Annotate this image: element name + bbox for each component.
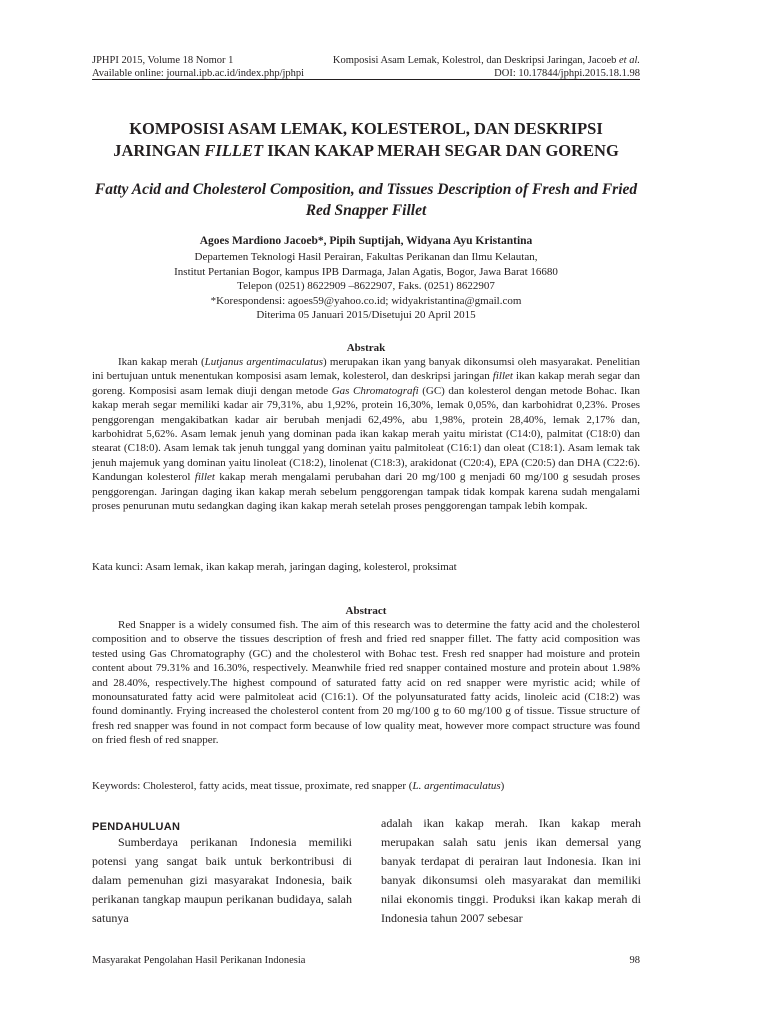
abstract-heading: Abstract	[345, 605, 387, 617]
title-id-line1: KOMPOSISI ASAM LEMAK, KOLESTEROL, DAN DESKRIPSI	[129, 119, 603, 138]
title-english: Fatty Acid and Cholesterol Composition, and Tissues Description of Fresh and Fried Red Snapper Fillet	[94, 181, 638, 219]
abstrak-fillet: fillet	[492, 370, 513, 383]
abstract-paragraph: Red Snapper is a widely consumed fish. The aim of this research was to determine the fatty acid and the cholesterol composition and to observe the tissues description of fresh and fried red snapper fillet. The fatty acid composition was tested using Gas Chromatography (GC) and the cholesterol with Bohac test. Fresh red snapper had moisture and protein content about 79.31% and 16.30%, respectively. Meanwhile fried red snapper contained mosture and protein about 1.98% and 28.40%, respectively.The highest compound of saturated fatty acid on red snapper were myristic acid; while of monounsaturated fatty acid were palmitoleat acid (C16:1). Of the polyunsaturated fatty acids, linoleic acid (C18:2) was found dominantly. Frying increased the cholesterol content from 20 mg/100 g to 60 mg/100 g of tissue. Tissue structure of fresh red snapper was found in not compact form because of low quality meat, however more compact structure was found on fried flesh of red snapper.	[92, 619, 640, 747]
running-title-text: Komposisi Asam Lemak, Kolestrol, dan Deskripsi Jaringan, Jacoeb	[332, 55, 619, 66]
body-left-column	[92, 833, 352, 928]
footer-journal: Masyarakat Pengolahan Hasil Perikanan Indonesia	[92, 955, 306, 966]
authors: Agoes Mardiono Jacoeb*, Pipih Suptijah, Widyana Ayu Kristantina	[199, 235, 533, 247]
abstrak-text: (GC) dan kolesterol dengan metode Bohac. Ikan kakap merah segar memiliki kadar air 79,31%, abu 1,92%, protein 16,30%, lemak 0,05%, dan karbohidrat 0,23%. Proses penggorengan mengakibatkan kadar air berubah menjadi 62,49%, abu 1,98%, protein 28,40%, lemak 2,17% dan, karbohidrat 5,62%. Asam lemak jenuh yang dominan pada ikan kakap merah yaitu miristat (C14:0), palmitat (C18:0) dan stearat (C18:0). Asam lemak tak jenuh tunggal yang dominan yaitu palmitoleat (C16:1) dan oleat (C18:1). Asam lemak tak jenuh majemuk yang dominan yaitu linoleat (C18:2), linolenat (C18:3), arakidonat (C20:4), EPA (C20:5) dan DHA (C22:6). Kandungan kolesterol	[92, 384, 641, 484]
abstrak-paragraph	[92, 355, 640, 513]
title-id-line2	[92, 140, 640, 162]
running-title	[333, 54, 640, 67]
abstrak-text: kakap merah mengalami perubahan dari 20 mg/100 g menjadi 60 mg/100 g sesudah proses penggorengan. Jaringan daging ikan kakap merah sebelum penggorengan tampak tidak kompak karena sudah mengalami proses penurunan mutu sedangkan daging ikan kakap merah setelah proses penggorengan tampak lebih kompak.	[92, 471, 640, 513]
title-indonesian	[92, 118, 640, 162]
running-title-etal: et al.	[619, 55, 640, 66]
abstrak-text: ikan kakap merah segar dan goreng. Komposisi asam lemak diuji dengan metode	[92, 370, 640, 397]
section-heading-pendahuluan: PENDAHULUAN	[92, 821, 181, 833]
abstract-body	[92, 618, 640, 748]
affiliation-dates: Diterima 05 Januari 2015/Disetujui 20 April 2015	[256, 309, 476, 322]
available-online: Available online: journal.ipb.ac.id/index.php/jphpi	[92, 68, 305, 79]
title-id-fillet: FILLET	[204, 141, 264, 160]
affiliation-correspondence: *Korespondensi: agoes59@yahoo.co.id; widyakristantina@gmail.com	[210, 294, 522, 307]
body-right-column	[381, 814, 641, 928]
abstrak-heading: Abstrak	[346, 342, 386, 354]
body-paragraph: adalah ikan kakap merah. Ikan kakap merah merupakan salah satu jenis ikan demersal yang banyak terdapat di perairan laut Indonesia. Ikan ini banyak dikonsumsi oleh masyarakat dan memiliki nilai ekonomis tinggi. Produksi ikan kakap merah di Indonesia tahun 2007 sebesar	[381, 816, 641, 925]
keywords-close: )	[500, 780, 505, 792]
affiliation-phone: Telepon (0251) 8622909 –8622907, Faks. (0251) 8622907	[237, 280, 495, 293]
keywords-text: Keywords: Cholesterol, fatty acids, meat tissue, proximate, red snapper (	[92, 780, 413, 792]
abstrak-method: Gas Chromatografi	[331, 384, 419, 397]
doi: DOI: 10.17844/jphpi.2015.18.1.98	[494, 68, 640, 79]
abstrak-species: Lutjanus argentimaculatus	[204, 356, 324, 368]
affiliation	[92, 250, 640, 323]
abstrak-text: Ikan kakap merah (	[118, 356, 205, 368]
affiliation-line: Institut Pertanian Bogor, kampus IPB Darmaga, Jalan Agatis, Bogor, Jawa Barat 16680	[174, 265, 558, 278]
keywords-species: L. argentimaculatus	[412, 780, 501, 792]
title-id-line2-a: JARINGAN	[113, 141, 205, 160]
page-number: 98	[629, 955, 640, 966]
abstrak-text: ) merupakan ikan yang banyak dikonsumsi oleh masyarakat. Penelitian ini bertujuan untuk menentukan komposisi asam lemak, kolesterol, dan deskripsi jaringan	[92, 356, 640, 383]
body-paragraph: Sumberdaya perikanan Indonesia memiliki potensi yang sangat baik untuk berkontribusi di dalam pemenuhan gizi masyarakat Indonesia, baik perikanan tangkap maupun perikanan budidaya, salah satunya	[92, 835, 352, 925]
header-divider	[92, 79, 640, 80]
affiliation-line: Departemen Teknologi Hasil Perairan, Fakultas Perikanan dan Ilmu Kelautan,	[194, 251, 538, 263]
kata-kunci: Kata kunci: Asam lemak, ikan kakap merah, jaringan daging, kolesterol, proksimat	[92, 561, 457, 573]
keywords	[92, 779, 640, 793]
abstrak-fillet: fillet	[194, 471, 215, 484]
abstrak-body	[92, 355, 640, 513]
title-id-line2-b: IKAN KAKAP MERAH SEGAR DAN GORENG	[263, 141, 619, 160]
journal-issue: JPHPI 2015, Volume 18 Nomor 1	[92, 55, 234, 66]
